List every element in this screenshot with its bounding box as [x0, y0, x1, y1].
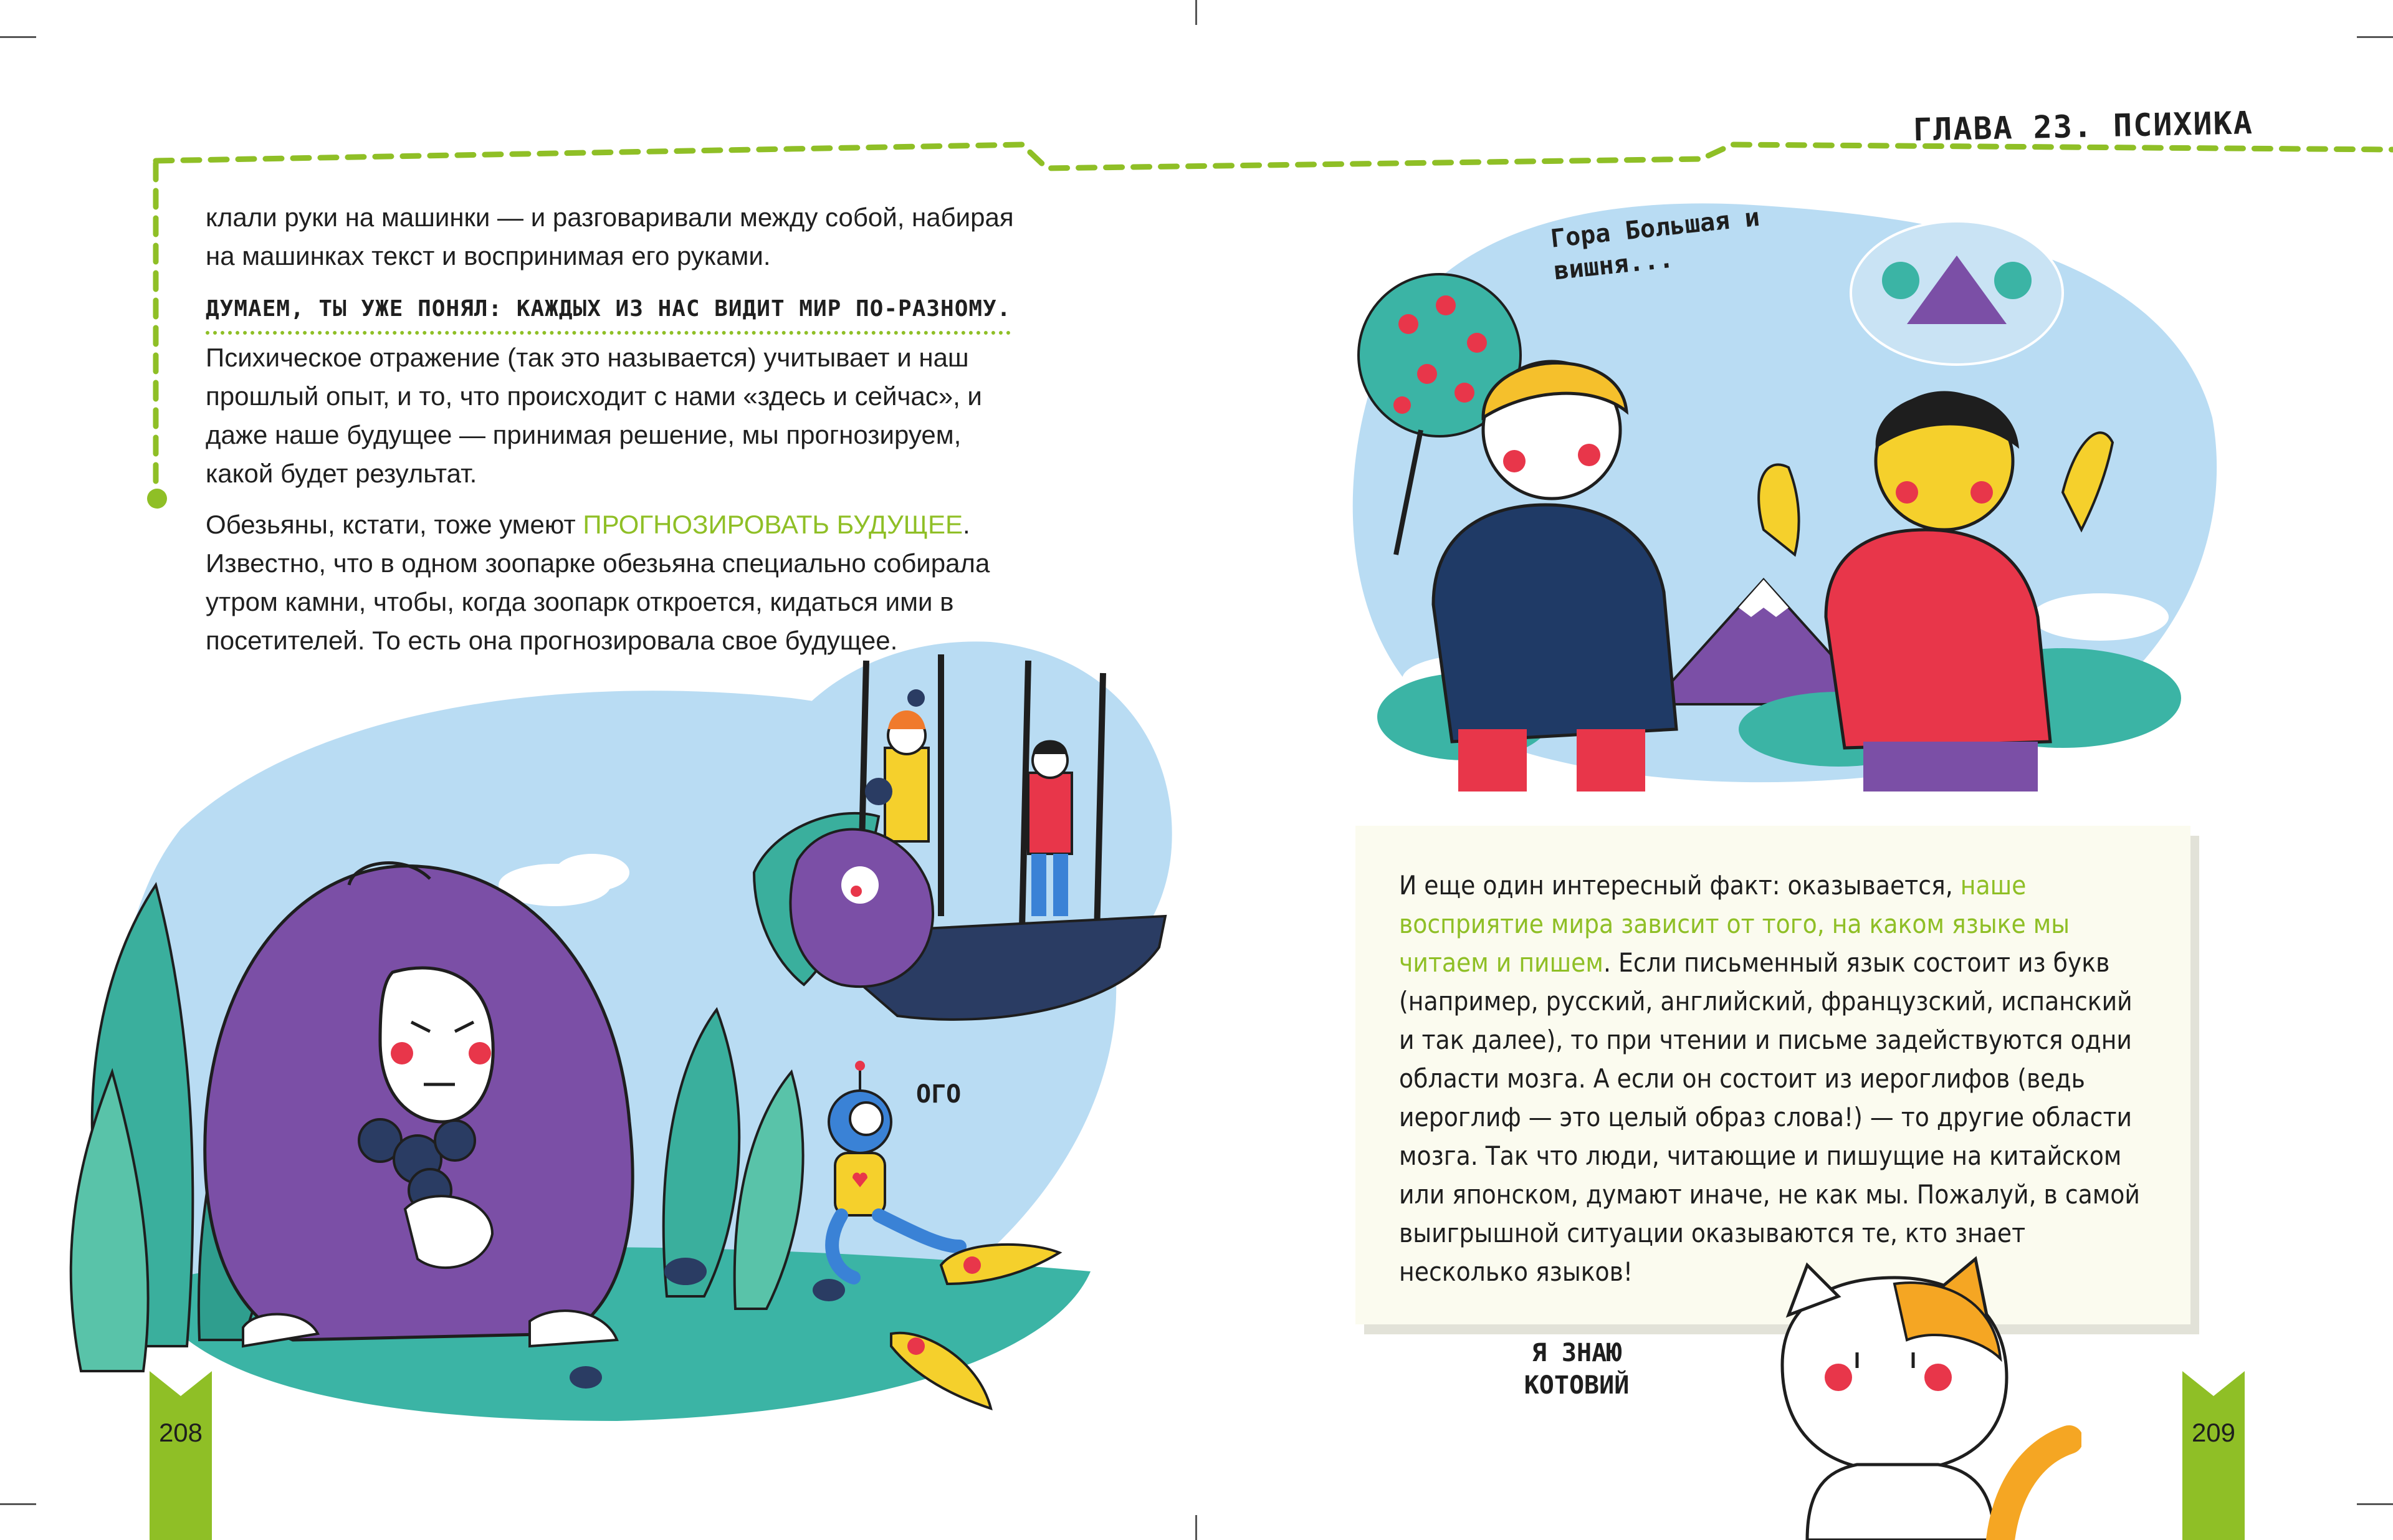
paragraph: Психическое отражение (так это называется) учитывает и наш прошлый опыт, и то, что происходит с нами «здесь и сейчас», и даже наше будущее — принимая решение, мы прогнозируем, какой будет результат. [206, 343, 982, 488]
page-tab-left [150, 1371, 212, 1540]
crop-mark [2357, 1503, 2393, 1505]
crop-mark [1195, 1515, 1197, 1540]
boy-speech: Гора Большая и вишня... [1549, 203, 1761, 286]
gorilla-illustration [56, 623, 1190, 1465]
paragraph: Обезьяны, кстати, тоже умеют ПРОГНОЗИРОВАТЬ БУДУЩЕЕ. Известно, что в одном зоопарке обезьяна специально собирала утром камни, чтобы, когда зоопарк откроется, кидаться ими в посетителей. То есть она прогнозировала свое будущее. [206, 510, 990, 655]
cat-speech: Я ЗНАЮ КОТОВИЙ [1524, 1339, 1630, 1400]
page-number-left: 208 [158, 1418, 203, 1447]
section-headline: ДУМАЕМ, ТЫ УЖЕ ПОНЯЛ: КАЖДЫХ ИЗ НАС ВИДИТ МИР ПО-РАЗНОМУ. [206, 290, 1011, 335]
highlight-text: наше восприятие мира зависит от того, на каком языке мы читаем и пишем [1399, 870, 2070, 978]
paragraph: клали руки на машинки — и разговаривали между собой, набирая на машинках текст и воспринимая его руками. [206, 203, 1014, 270]
crop-mark [0, 1503, 36, 1505]
fact-text: И еще один интересный факт: оказывается, наше восприятие мира зависит от того, на каком языке мы читаем и пишем. Если письменный язык состоит из букв (например, русский, английский, французский, испанский и так далее), то при чтении и письме задействуются одни области мозга. А если он состоит из иероглифов (ведь иероглиф — это целый образ слова!) — то другие области мозга. Так что люди, читающие и пишущие на китайском или японском, думают иначе, не как мы. Пожалуй, в самой выигрышной ситуации оказываются те, кто знает несколько языков! [1399, 870, 2140, 1287]
highlight-text: ПРОГНОЗИРОВАТЬ БУДУЩЕЕ [583, 510, 963, 539]
two-boys-illustration [1327, 181, 2231, 792]
cat-illustration [1732, 1253, 2081, 1540]
left-text-column [206, 198, 1034, 672]
robot-speech: ОГО [916, 1080, 962, 1109]
fact-card [1355, 826, 2190, 1324]
page-tab-right [2182, 1371, 2245, 1540]
chapter-title: ГЛАВА 23. ПСИХИКА [1913, 105, 2254, 148]
page-number-right: 209 [2191, 1418, 2236, 1447]
